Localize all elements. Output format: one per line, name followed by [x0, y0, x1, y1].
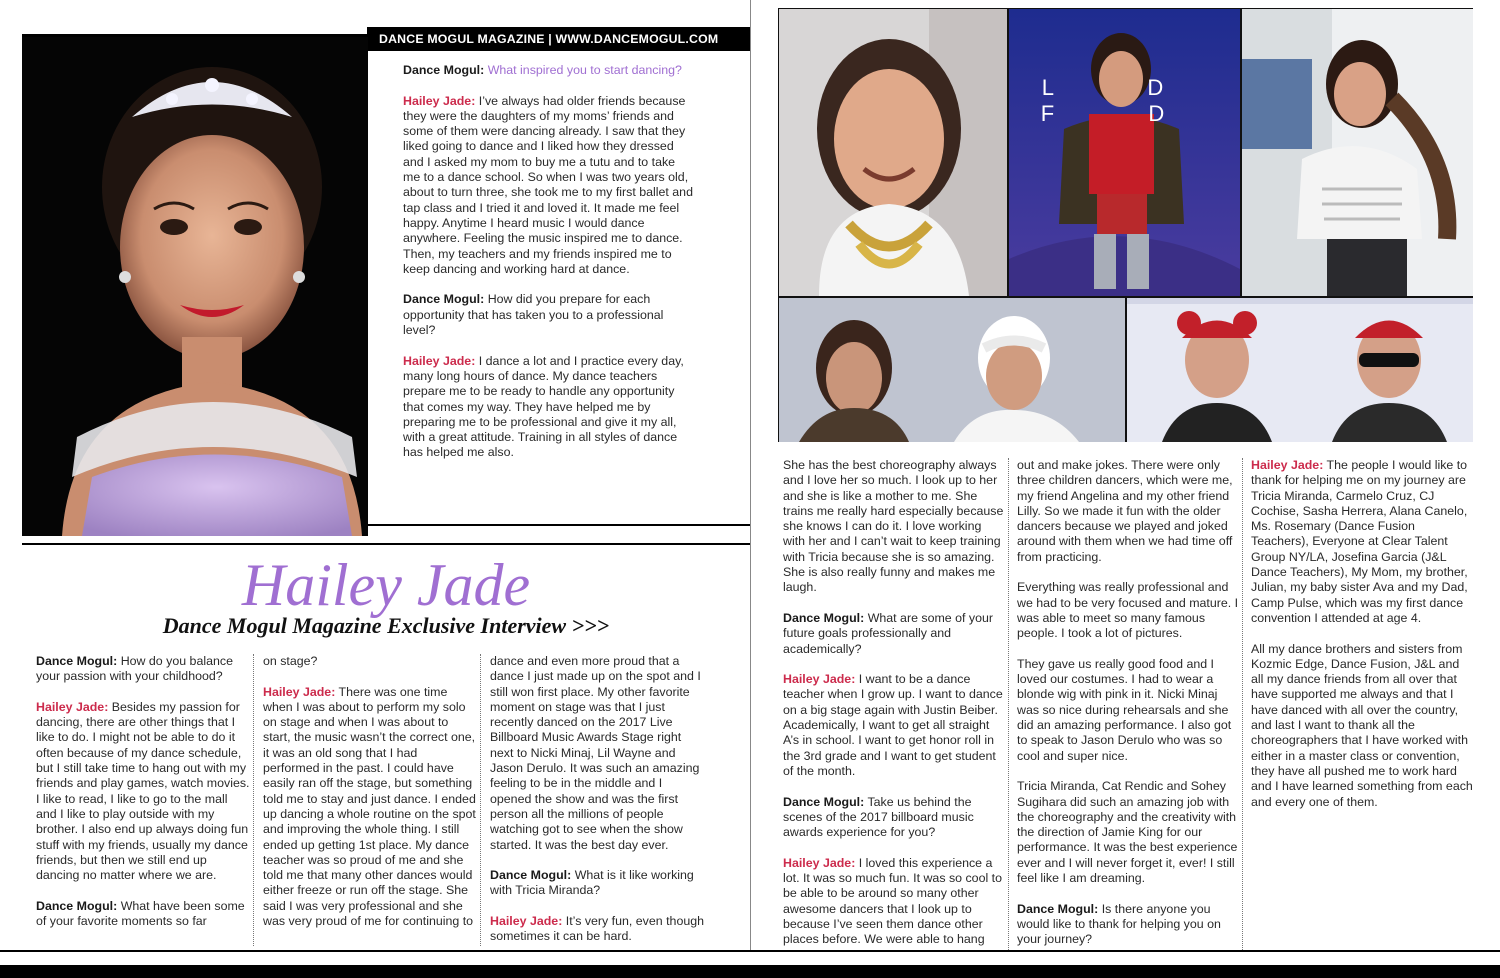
- speaker-hailey-jade: Hailey Jade:: [490, 914, 563, 929]
- speaker-dance-mogul: Dance Mogul:: [403, 292, 485, 307]
- answer-text: All my dance brothers and sisters from Kozmic Edge, Dance Fusion, J&L and all my dance friends from all over that have supported me always and that I have danced with all over the country, and last I want to thank all the choreographers that I have worked with either in a master class or convention, they have all pushed me to work hard and I have learned something from each and every one of them.: [1251, 641, 1473, 809]
- article-title: [22, 552, 750, 618]
- question-text: What are some of your future goals professionally and academically?: [783, 610, 994, 656]
- question-text: What have been some of your favorite moments so far: [36, 898, 245, 929]
- answer-text: Besides my passion for dancing, there are other things that I like to do. I might not be able to do it often because of my dance schedule, but I still take time to hang out with my friends and play games, watch movies. I like to read, I like to go to the mall and I like to play outside with my brother. I also end up always doing fun stuff with my friends, usually my dance friends, but then we still end up dancing no matter where we are.: [36, 699, 250, 883]
- column-separator: [253, 654, 254, 946]
- speaker-hailey-jade: Hailey Jade:: [263, 684, 336, 699]
- answer-text: It’s very fun, even though sometimes it can be hard.: [490, 914, 705, 944]
- answer-text: There was one time when I was about to perform my solo on stage and when I was about to start, the music wasn’t the correct one, it was an old song that I had performed in the past. I could have easily ran off the stage, but something told me to stay and just dance. I ended up dancing a whole routine on the spot and improving the whole thing. I still ended up getting 1st place. My dance teacher was so proud of me and she told me that many other dances would either freeze or run off the stage. She said I was very professional and she was very proud of me for continuing to: [263, 684, 476, 929]
- interview-column-3: [490, 654, 704, 945]
- speaker-hailey-jade: Hailey Jade:: [783, 855, 856, 870]
- subtitle-text: Dance Mogul Magazine Exclusive Interview >>>: [162, 613, 610, 638]
- collage-photo-bandanas: [1127, 298, 1473, 442]
- stage-sign-text: L D F D: [1040, 75, 1209, 126]
- banner-text: DANCE MOGUL MAGAZINE | WWW.DANCEMOGUL.COM: [379, 32, 719, 46]
- collage-photo-stage: [1009, 9, 1240, 296]
- interview-top-column: [403, 63, 695, 461]
- photo-bottom-rule: [22, 543, 750, 545]
- speaker-hailey-jade: Hailey Jade:: [403, 353, 476, 368]
- speaker-hailey-jade: Hailey Jade:: [783, 672, 856, 687]
- column-separator: [1242, 458, 1243, 950]
- answer-text: I loved this experience a lot. It was so much fun. It was so cool to be able to be around so many other awesome dancers that I look up to because I’ve seen them dance other places before. We were able to hang: [783, 855, 1002, 947]
- question-text: How did you prepare for each opportunity that has taken you to a professional level?: [403, 292, 664, 338]
- answer-text: They gave us really good food and I loved our costumes. I had to wear a blonde wig with pink in it. Nicki Minaj was so nice during rehearsals and she did an amazing performance. I also got to speak to Jason Derulo who was so cool and super nice.: [1017, 656, 1232, 763]
- question-text: Is there anyone you would like to thank for helping you on your journey?: [1017, 901, 1221, 947]
- speaker-dance-mogul: Dance Mogul:: [490, 868, 572, 883]
- speaker-hailey-jade: Hailey Jade:: [36, 699, 109, 714]
- answer-text: Everything was really professional and we had to be very focused and mature. I was able to meet so many famous people. I took a lot of pictures.: [1017, 580, 1239, 641]
- answer-text: out and make jokes. There were only three children dancers, which were me, my friend Angelina and my other friend Lilly. So we made it fun with the older dancers because we played and joked around with them when we had time off from practicing.: [1017, 458, 1233, 564]
- interview-column-2: [263, 654, 477, 929]
- speaker-dance-mogul: Dance Mogul:: [403, 63, 485, 77]
- speaker-hailey-jade: Hailey Jade:: [403, 93, 476, 108]
- question-text: What is it like working with Tricia Miranda?: [490, 868, 694, 898]
- stage-sign: [1009, 75, 1240, 127]
- interview-column-6: [1251, 458, 1473, 810]
- question-text: Take us behind the scenes of the 2017 billboard music awards experience for you?: [783, 794, 974, 840]
- column-separator: [1008, 458, 1009, 950]
- speaker-dance-mogul: Dance Mogul:: [36, 898, 118, 913]
- interview-column-4: [783, 458, 1005, 948]
- collage-photo-hoodie: [779, 9, 1007, 296]
- interview-column-1: [36, 654, 250, 929]
- answer-text: Tricia Miranda, Cat Rendic and Sohey Sugihara did such an amazing job with the choreography and the creativity with the direction of Jamie King for our performance. It was the best experience ever and I will never forget it, ever! I still feel like I am dreaming.: [1017, 779, 1238, 886]
- continued-text: dance and even more proud that a dance I just made up on the spot and I still won first place. My other favorite moment on stage was that I just recently danced on the 2017 Live Billboard Music Awards Stage right next to Nicki Minaj, Lil Wayne and Jason Derulo. It was such an amazing feeling to be in the middle and I opened the show and was the first person all the millions of people watching got to see when the show started. It was the best day ever.: [490, 654, 701, 852]
- page-bottom-band: [0, 950, 1500, 978]
- continued-text: on stage?: [263, 654, 318, 668]
- answer-text: I want to be a dance teacher when I grow up. I want to dance on a big stage again with Justin Beiber. Academically, I want to get all straight A’s in school. I want to get honor roll in the 3rd grade and I want to get student of the month.: [783, 672, 1003, 778]
- speaker-dance-mogul: Dance Mogul:: [783, 610, 865, 625]
- header-banner: [367, 27, 750, 51]
- column-separator: [480, 654, 481, 946]
- answer-text: I’ve always had older friends because they were the daughters of my moms’ friends and some of them were dancing already. I saw that they liked going to dance and I liked how they dressed and I asked my mom to buy me a tutu and to take me to a dance school. So when I was two years old, about to turn three, she took me to my first ballet and tap class and I tried it and loved it. It made me feel happy. Anytime I heard music I would dance anywhere. Feeling the music inspired me to dance. Then, my teachers and my friends inspired me to keep dancing and working hard at dance.: [403, 93, 693, 276]
- speaker-hailey-jade: Hailey Jade:: [1251, 458, 1324, 472]
- collage-photo-pose: [1242, 9, 1473, 296]
- continued-text: She has the best choreography always and I love her so much. I look up to her and she is like a mother to me. She trains me really hard especially because she knows I can do it. I love working with her and I can’t wait to keep training with Tricia because she is so amazing. She is also really funny and makes me laugh.: [783, 458, 1004, 595]
- photo-right-rule: [367, 524, 750, 526]
- title-name: Hailey Jade: [241, 552, 531, 618]
- answer-text: The people I would like to thank for helping me on my journey are Tricia Miranda, Carmelo Cruz, CJ Cochise, Sasha Herrera, Alana Canelo, Ms. Rosemary (Dance Fusion Teachers), Everyone at Clear Talent Group NY/LA, Josefina Garcia (J&L Dance Teachers), My Mom, my brother, Julian, my baby sister Ava and my Dad, Camp Pulse, which was my first dance convention I attended at age 4.: [1251, 458, 1468, 625]
- question-text: What inspired you to start dancing?: [487, 63, 682, 77]
- speaker-dance-mogul: Dance Mogul:: [36, 654, 118, 668]
- collage-photo-fur: [779, 298, 1125, 442]
- question-text: How do you balance your passion with your childhood?: [36, 654, 233, 684]
- speaker-dance-mogul: Dance Mogul:: [783, 794, 865, 809]
- article-subtitle: [22, 613, 750, 639]
- speaker-dance-mogul: Dance Mogul:: [1017, 901, 1099, 916]
- answer-text: I dance a lot and I practice every day, many long hours of dance. My dance teachers prepare me to be ready to handle any opportunity that comes my way. They have helped me by preparing me to be professional and give it my all, with a great attitude. Training in all styles of dance has helped me also.: [403, 353, 684, 460]
- interview-column-5: [1017, 458, 1239, 948]
- portrait-photo: [22, 37, 368, 536]
- spread-divider: [750, 0, 751, 978]
